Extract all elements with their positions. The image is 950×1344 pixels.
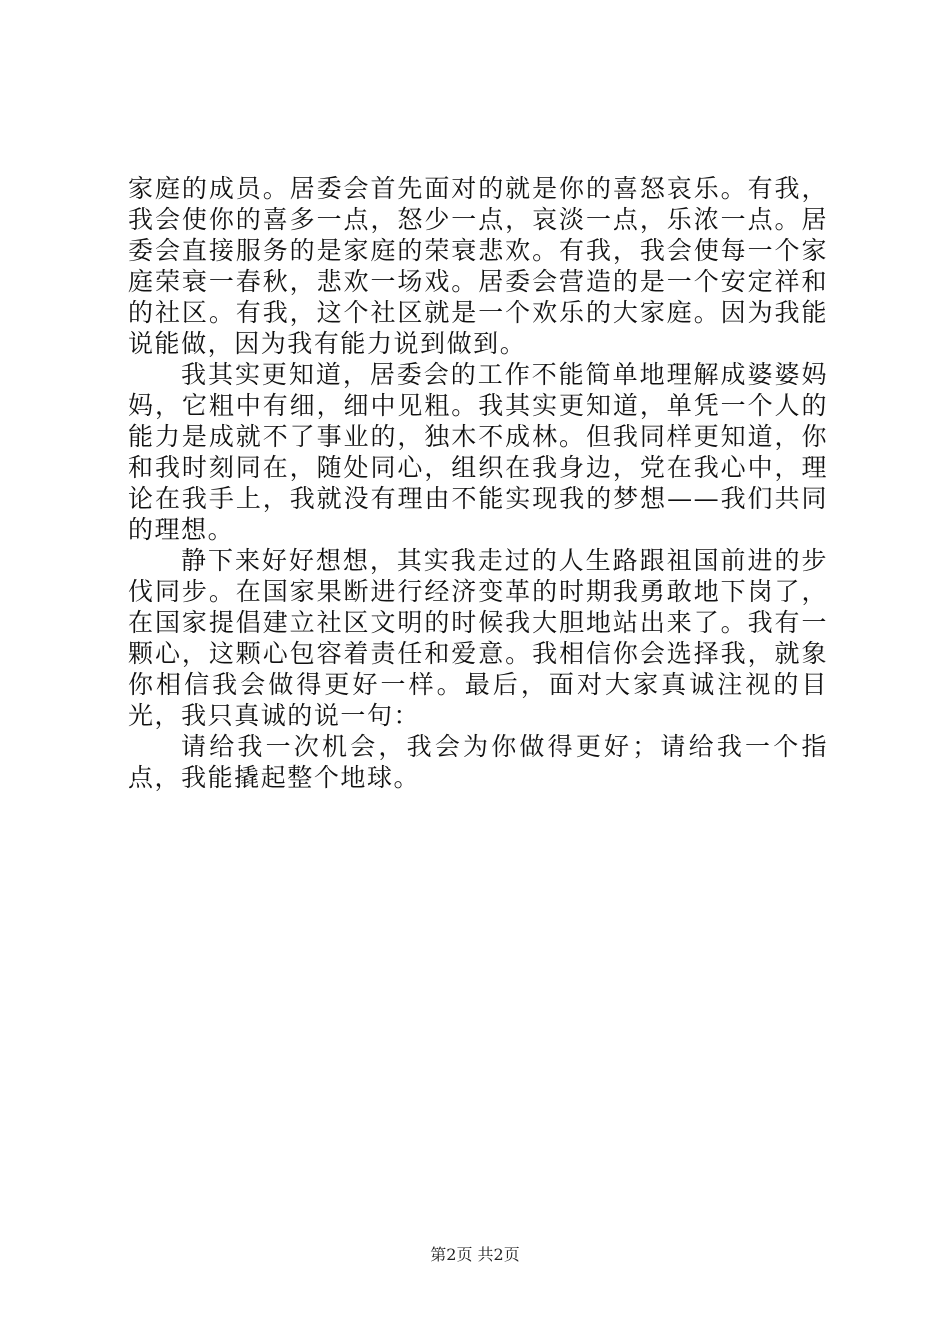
- paragraph-understanding: 我其实更知道，居委会的工作不能简单地理解成婆婆妈妈，它粗中有细，细中见粗。我其实更知道，单凭一个人的能力是成就不了事业的，独木不成林。但我同样更知道，你和我时刻同在，随处同心，组织在我身边，党在我心中，理论在我手上，我就没有理由不能实现我的梦想——我们共同的理想。: [128, 360, 828, 544]
- page-footer: 第2页 共2页: [430, 1245, 520, 1264]
- paragraph-continued: 家庭的成员。居委会首先面对的就是你的喜怒哀乐。有我，我会使你的喜多一点，怒少一点，哀淡一点，乐浓一点。居委会直接服务的是家庭的荣衰悲欢。有我，我会使每一个家庭荣衰一春秋，悲欢一场戏。居委会营造的是一个安定祥和的社区。有我，这个社区就是一个欢乐的大家庭。因为我能说能做，因为我有能力说到做到。: [128, 174, 828, 358]
- paragraph-closing: 请给我一次机会，我会为你做得更好；请给我一个指点，我能撬起整个地球。: [128, 732, 828, 792]
- document-body: [128, 173, 828, 793]
- paragraph-reflection: 静下来好好想想，其实我走过的人生路跟祖国前进的步伐同步。在国家果断进行经济变革的时期我勇敢地下岗了，在国家提倡建立社区文明的时候我大胆地站出来了。我有一颗心，这颗心包容着责任和爱意。我相信你会选择我，就象你相信我会做得更好一样。最后，面对大家真诚注视的目光，我只真诚的说一句：: [128, 546, 828, 730]
